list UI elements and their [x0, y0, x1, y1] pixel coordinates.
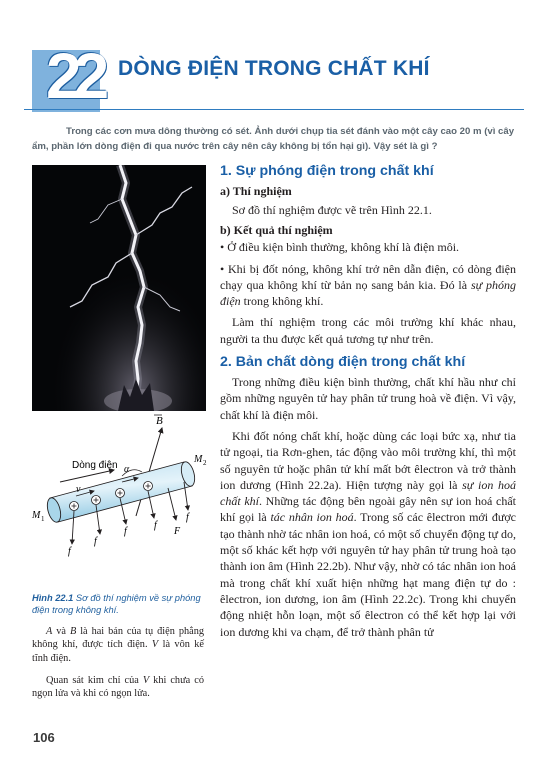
- section2-p2-a: Khi đốt nóng chất khí, hoặc dùng các loại bức xạ, như tia tử ngoại, tia Rơn-ghen, tác động vào môi trường khí, thì một số nguyên tử hoặc phân tử khí mất bớt êlectron và trở thành ion dương (Hình 22.2a). Hiện tượng này gọi là: [220, 428, 516, 492]
- label-current: Dòng điện: [72, 460, 118, 471]
- label-m2-sub: 2: [203, 459, 207, 467]
- note-observe: [32, 674, 204, 701]
- label-big-f: F: [174, 526, 181, 537]
- section2-p1: Trong những điều kiện bình thường, chất khí hầu như chỉ gồm những nguyên tử hay phân tử trung hoà về điện. Vì vậy, chất khí là điện môi.: [220, 375, 516, 422]
- label-alpha: α: [124, 464, 130, 475]
- note-voltmeter-text: là vôn kế tĩnh điện.: [32, 639, 204, 664]
- discharge-diagram: [28, 412, 216, 588]
- label-f-4: f: [154, 520, 157, 531]
- page-number: 106: [33, 730, 55, 745]
- chapter-number-badge: [32, 40, 102, 112]
- label-b: B: [156, 415, 163, 427]
- label-m1-sub: 1: [41, 515, 45, 523]
- label-m1: M: [32, 510, 41, 521]
- section1-p-b2-c: trong không khí.: [240, 294, 324, 309]
- main-column: [220, 162, 516, 640]
- section1-p-b2-a: • Khi bị đốt nóng, không khí trở nên dẫn điện, có dòng điện chạy qua không khí từ bản nọ sang bản kia. Đó là: [220, 261, 516, 292]
- lightning-photo: [32, 165, 206, 411]
- figure-caption-text: Sơ đồ thí nghiệm về sự phóng điện trong không khí.: [32, 593, 201, 615]
- intro-paragraph: Trong các cơn mưa dông thường có sét. Ảnh dưới chụp tia sét đánh vào một cây cao 20 m (vì cây ẩm, phần lớn dòng điện đi qua nước trên cây nên cây không bị tổn hại gì). Vậy sét là gì ?: [32, 126, 515, 152]
- label-f-2: f: [94, 536, 97, 547]
- section1-p-b2: [220, 261, 516, 310]
- note-observe-a: Quan sát kim chỉ của: [46, 675, 143, 686]
- section2-p2-e: . Trong số các êlectron mới được tạo thành nhờ tác nhân ion hoá, có một số chuyển động tự do, một số khác kết hợp với nguyên tử hay phân tử trung hoà tạo thành ion âm (Hình 22.2b). Như vậy, nhờ có tác nhân ion hoá mà trong chất khí xuất hiện những hạt mang điện tự do : êlectron, ion dương, ion âm (Hình 22.2c). Trong khi chuyển động nhiệt hỗn loạn, một số êlectron có thể kết hợp lại với ion dương khi va chạm, để trở thành phân tử: [220, 510, 516, 639]
- section1-p-b2-term: sự phóng điện: [220, 277, 516, 309]
- section2-p2-c: . Những tác động bên ngoài gây nên sự ion hoá chất khí gọi là: [220, 494, 516, 525]
- note-v: V: [151, 639, 159, 651]
- note-a: A: [46, 626, 53, 637]
- note-b: B: [69, 626, 77, 637]
- section1-p-a: Sơ đồ thí nghiệm được vẽ trên Hình 22.1.: [232, 203, 432, 217]
- label-f-5: f: [186, 512, 189, 523]
- label-f-3: f: [124, 526, 127, 537]
- figure-label: Hình 22.1: [32, 593, 74, 603]
- note-plates: [32, 625, 204, 665]
- section1-heading: 1. Sự phóng điện trong chất khí: [220, 163, 434, 179]
- label-v: v: [76, 484, 81, 495]
- header-rule: [24, 109, 524, 110]
- section1-p-b3: Làm thí nghiệm trong các môi trường khí khác nhau, người ta thu được kết quả tương tự như trên.: [220, 315, 516, 346]
- note-and: và: [52, 626, 70, 637]
- section2-p2-term2: tác nhân ion hoá: [270, 510, 354, 525]
- label-m2: M: [194, 454, 203, 465]
- note-plates-text: là hai bản của tụ điện phẳng không khí, được tích điện.: [32, 626, 204, 651]
- lightning-illustration: [32, 165, 206, 411]
- chapter-title: DÒNG ĐIỆN TRONG CHẤT KHÍ: [118, 57, 430, 80]
- note-observe-c: khi chưa có ngọn lửa và khi có ngọn lửa.: [32, 675, 204, 700]
- section1-p-b1: • Ở điều kiện bình thường, không khí là điện môi.: [220, 240, 460, 255]
- section2-p2-term1: sự ion hoá chất khí: [220, 477, 516, 509]
- label-f-1: f: [68, 546, 71, 557]
- section1-sub-b: b) Kết quả thí nghiệm: [220, 223, 333, 238]
- experiment-diagram: [28, 412, 216, 588]
- figure-caption: [32, 592, 204, 616]
- section2-p2: [220, 428, 516, 640]
- chapter-number: 22: [46, 40, 102, 112]
- section1-sub-a: a) Thí nghiệm: [220, 184, 292, 198]
- section2-heading: 2. Bản chất dòng điện trong chất khí: [220, 354, 466, 371]
- note-observe-v: V: [142, 675, 150, 686]
